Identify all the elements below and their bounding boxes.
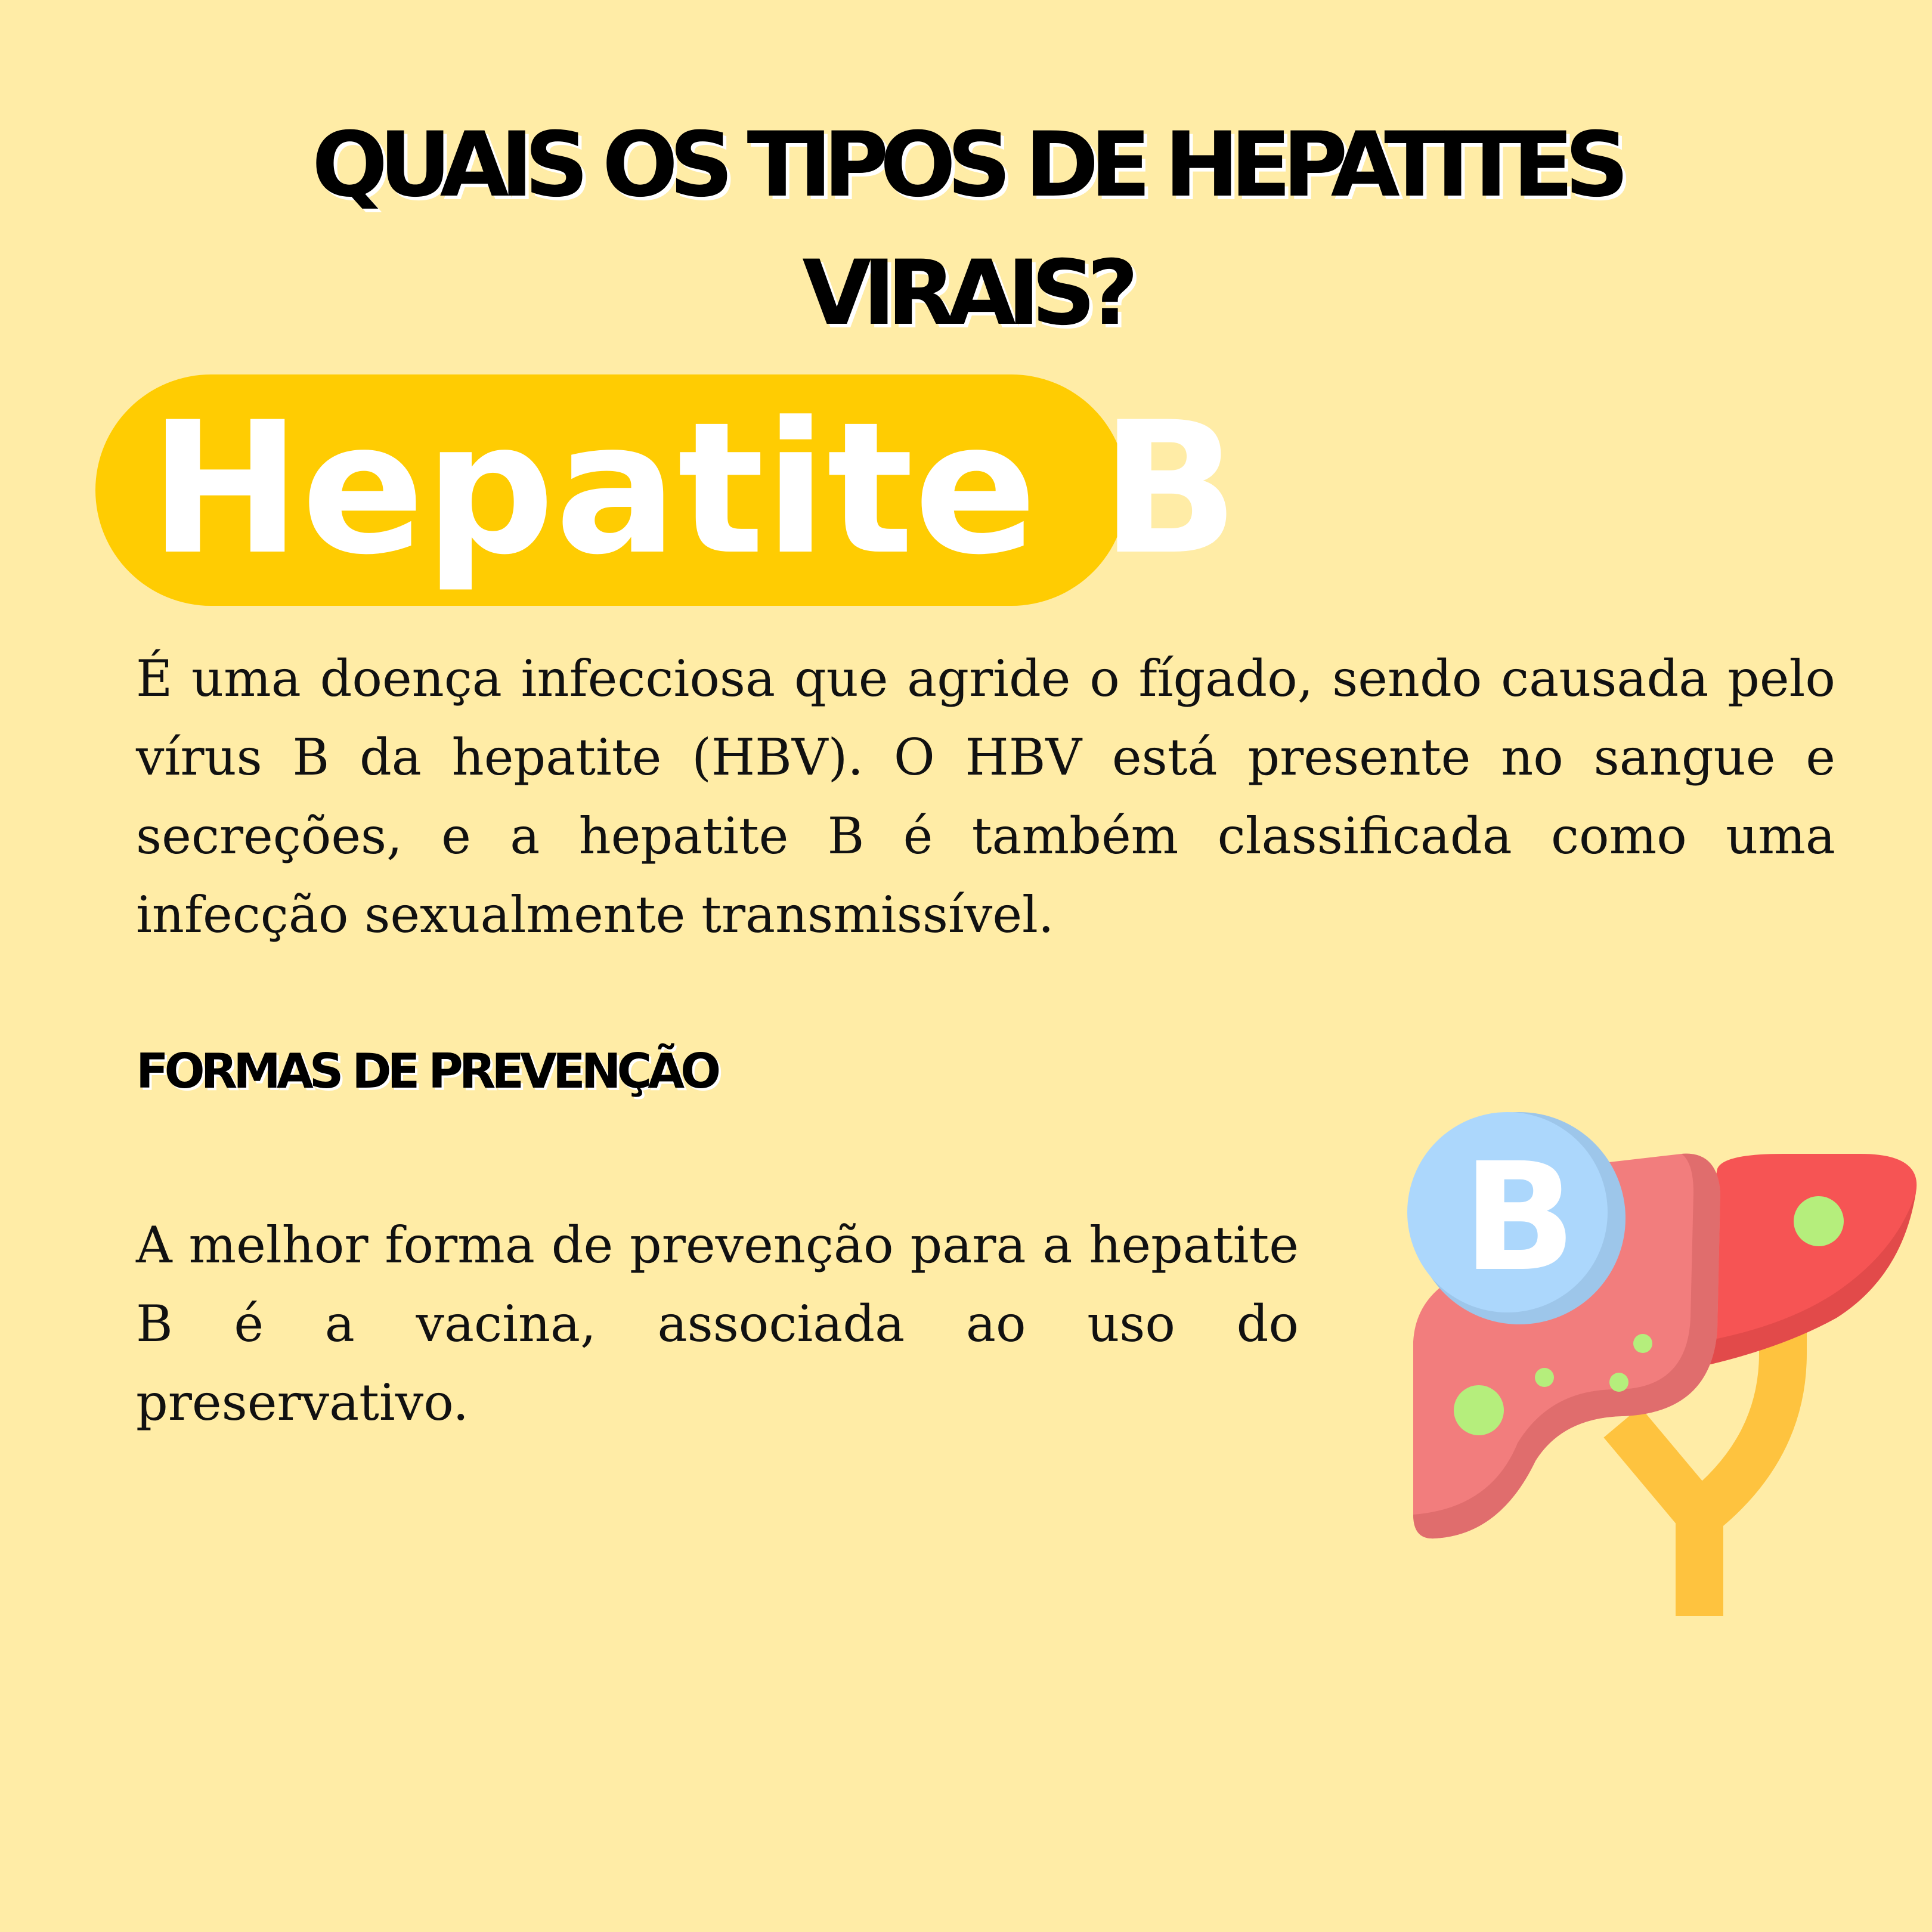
hepatitis-b-label: Hepatite B xyxy=(149,383,1239,595)
liver-spot xyxy=(1609,1373,1628,1392)
liver-spot xyxy=(1535,1368,1554,1387)
bile-duct-left xyxy=(1622,1422,1699,1616)
intro-paragraph: É uma doença infecciosa que agride o fígado, sendo causada pelo vírus B da hepatite (HBV). O HBV está presente no sangue e secreções, e a hepatite B é também classificada como uma infecção sexualmente transmissível. xyxy=(136,649,1835,944)
badge-letter: B xyxy=(1462,1131,1577,1304)
liver-spot xyxy=(1794,1196,1844,1246)
page-title-line-1: QUAIS OS TIPOS DE HEPATITES xyxy=(311,113,1621,217)
liver-spot xyxy=(1454,1385,1504,1435)
prevention-heading: FORMAS DE PREVENÇÃO xyxy=(136,1044,717,1099)
page-title-line-2: VIRAIS? xyxy=(802,242,1130,345)
liver-hepatitis-b-icon xyxy=(1407,1109,1926,1622)
prevention-paragraph: A melhor forma de prevenção para a hepatite B é a vacina, associada ao uso do preservativo. xyxy=(136,1216,1299,1432)
liver-spot xyxy=(1633,1334,1652,1353)
